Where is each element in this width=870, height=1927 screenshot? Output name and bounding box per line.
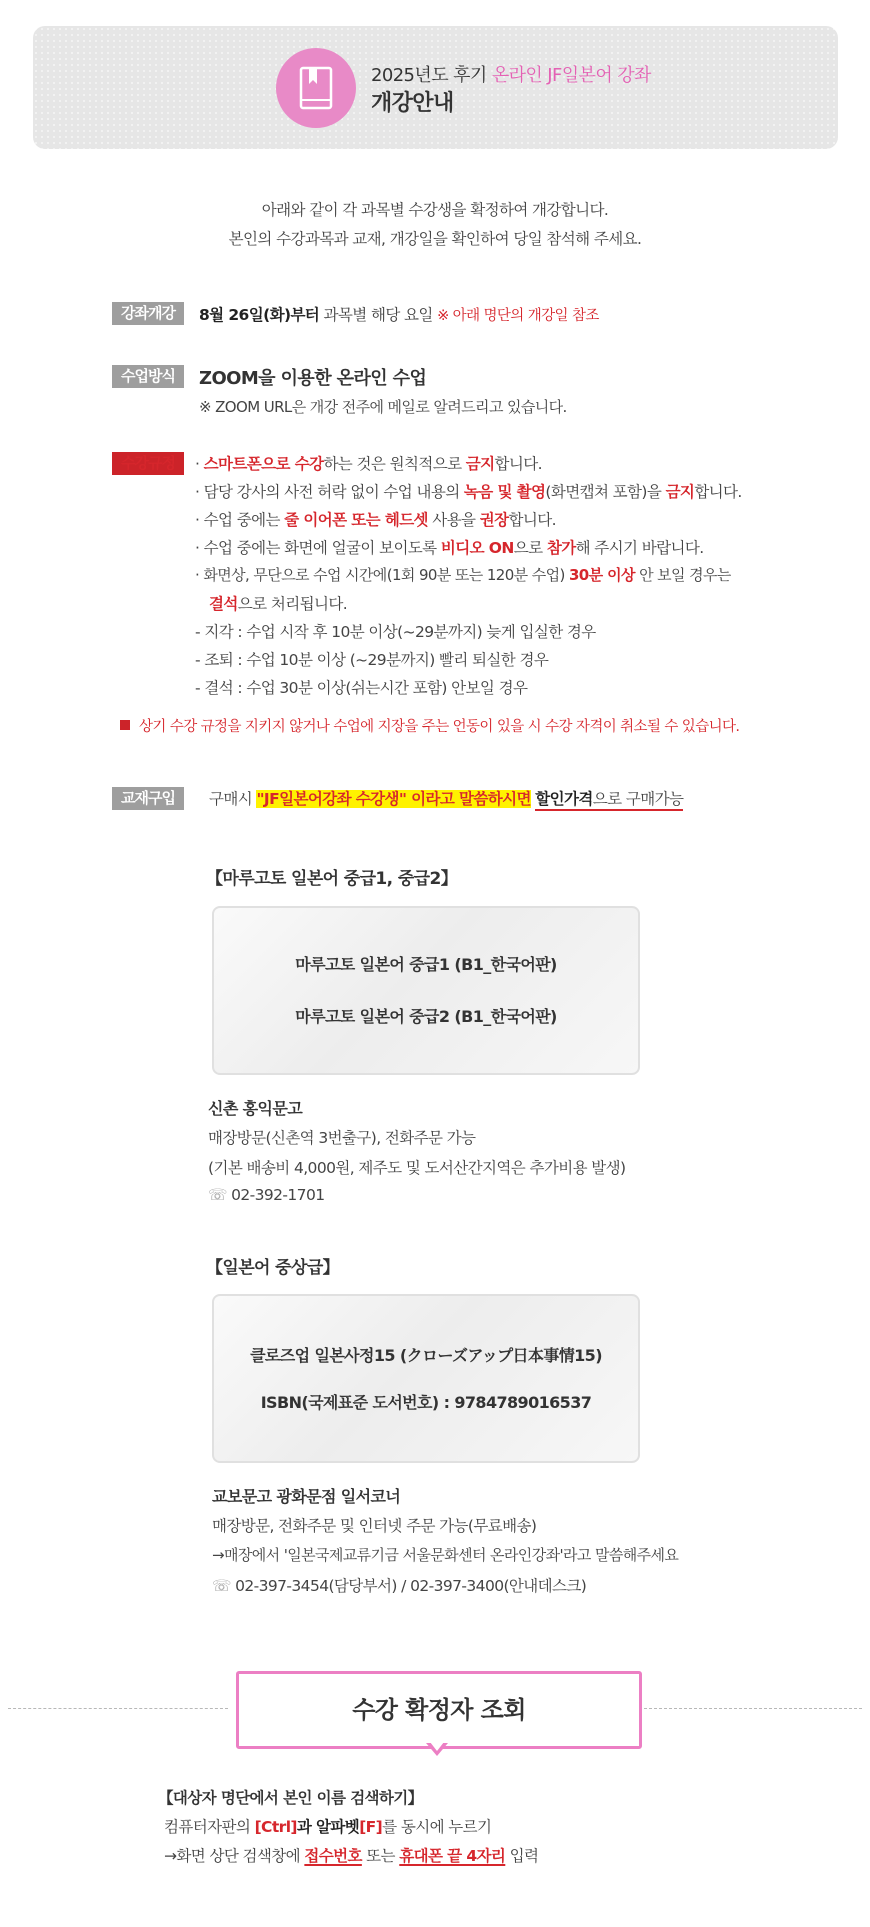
- search-step-1: 컴퓨터자판의 [Ctrl]과 알파벳[F]를 동시에 누르기: [164, 1818, 492, 1836]
- book2-line-2: →매장에서 '일본국제교류기금 서울문화센터 온라인강좌'라고 말씀해주세요: [212, 1546, 679, 1564]
- rule-absent: - 결석 : 수업 30분 이상(쉬는시간 포함) 안보일 경우: [195, 679, 528, 697]
- search-title: 【대상자 명단에서 본인 이름 검색하기】: [158, 1789, 423, 1807]
- divider-left: [8, 1708, 228, 1709]
- book1-shop: 신촌 홍익문고: [208, 1099, 303, 1118]
- rule-3: · 수업 중에는 줄 이어폰 또는 헤드셋 사용을 권장합니다.: [195, 511, 556, 529]
- confirm-lookup-button[interactable]: 수강 확정자 조회: [236, 1671, 642, 1749]
- book1-line-1: 매장방문(신촌역 3번출구), 전화주문 가능: [208, 1129, 476, 1147]
- header-banner: [33, 26, 838, 149]
- receipt-number: 접수번호: [304, 1847, 362, 1865]
- book2-item-2: ISBN(국제표준 도서번호) : 9784789016537: [260, 1393, 592, 1412]
- rule-2: · 담당 강사의 사전 허락 없이 수업 내용의 녹음 및 촬영(화면캡쳐 포함)을 금지합니다.: [195, 483, 742, 501]
- book2-shop: 교보문고 광화문점 일서코너: [212, 1487, 401, 1506]
- year-term: 2025년도 후기: [371, 65, 492, 86]
- opening-info: [199, 303, 599, 325]
- rule-1: · 스마트폰으로 수강하는 것은 원칙적으로 금지합니다.: [195, 455, 542, 473]
- book1-item-2: 마루고토 일본어 중급2 (B1_한국어판): [295, 1007, 557, 1026]
- phone-icon: ☏: [212, 1577, 231, 1595]
- rule-4: · 수업 중에는 화면에 얼굴이 보이도록 비디오 ON으로 참가해 주시기 바랍니다.: [195, 539, 704, 557]
- book1-phone: ☏ 02-392-1701: [208, 1186, 325, 1204]
- method-title: ZOOM을 이용한 온라인 수업: [199, 368, 427, 389]
- opening-date-rest: 과목별 해당 요일: [319, 306, 438, 324]
- header-subtitle: [371, 61, 651, 87]
- method-tag: 수업방식: [112, 365, 184, 388]
- book1-item-1: 마루고토 일본어 중급1 (B1_한국어판): [295, 955, 557, 974]
- book1-line-2: (기본 배송비 4,000원, 제주도 및 도서산간지역은 추가비용 발생): [208, 1159, 626, 1177]
- divider-right: [644, 1708, 862, 1709]
- rule-early: - 조퇴 : 수업 10분 이상 (~29분까지) 빨리 퇴실한 경우: [195, 651, 549, 669]
- page-title: 개강안내: [371, 91, 454, 116]
- book2-line-1: 매장방문, 전화주문 및 인터넷 주문 가능(무료배송): [212, 1517, 537, 1535]
- opening-tag: 강좌개강: [112, 302, 184, 325]
- phone-icon: ☏: [208, 1186, 227, 1204]
- textbook-tag: 교재구입: [112, 787, 184, 810]
- book2-item-1: 클로즈업 일본사정15 (クローズアップ日本事情15): [250, 1346, 602, 1365]
- rules-tag: 수강규정: [112, 452, 184, 475]
- opening-note: ※ 아래 명단의 개강일 참조: [437, 308, 599, 324]
- rule-5: · 화면상, 무단으로 수업 시간에(1회 90분 또는 120분 수업) 30분 이상 안 보일 경우는: [195, 566, 731, 584]
- warning-square-icon: [120, 720, 130, 730]
- book1-box: [212, 906, 640, 1075]
- textbook-highlight: "JF일본어강좌 수강생" 이라고 말씀하시면: [256, 790, 531, 808]
- rule-5-cont: 결석으로 처리됩니다.: [209, 595, 348, 613]
- opening-date: 8월 26일(화)부터: [199, 306, 320, 324]
- discount-price: 할인가격: [535, 790, 593, 811]
- book2-title: 【일본어 중상급】: [206, 1258, 340, 1278]
- book2-box: [212, 1294, 640, 1463]
- rule-late: - 지각 : 수업 시작 후 10분 이상(~29분까지) 늦게 입실한 경우: [195, 623, 596, 641]
- intro-line-2: 본인의 수강과목과 교재, 개강일을 확인하여 당일 참석해 주세요.: [228, 230, 642, 248]
- method-note: ※ ZOOM URL은 개강 전주에 메일로 알려드리고 있습니다.: [199, 398, 567, 416]
- textbook-info: 구매시 "JF일본어강좌 수강생" 이라고 말씀하시면 할인가격으로 구매가능: [209, 787, 683, 809]
- course-name: 온라인 JF일본어 강좌: [491, 65, 651, 86]
- search-step-2: →화면 상단 검색창에 접수번호 또는 휴대폰 끝 4자리 입력: [164, 1847, 539, 1865]
- rules-warning: 상기 수강 규정을 지키지 않거나 수업에 지장을 주는 언동이 있을 시 수강 자격이 취소될 수 있습니다.: [139, 719, 740, 735]
- book1-title: 【마루고토 일본어 중급1, 중급2】: [206, 869, 458, 889]
- phone-last4: 휴대폰 끝 4자리: [399, 1847, 506, 1865]
- intro-line-1: 아래와 같이 각 과목별 수강생을 확정하여 개강합니다.: [261, 201, 609, 219]
- book2-phone: ☏ 02-397-3454(담당부서) / 02-397-3400(안내데스크): [212, 1577, 587, 1595]
- book-icon: [276, 48, 356, 128]
